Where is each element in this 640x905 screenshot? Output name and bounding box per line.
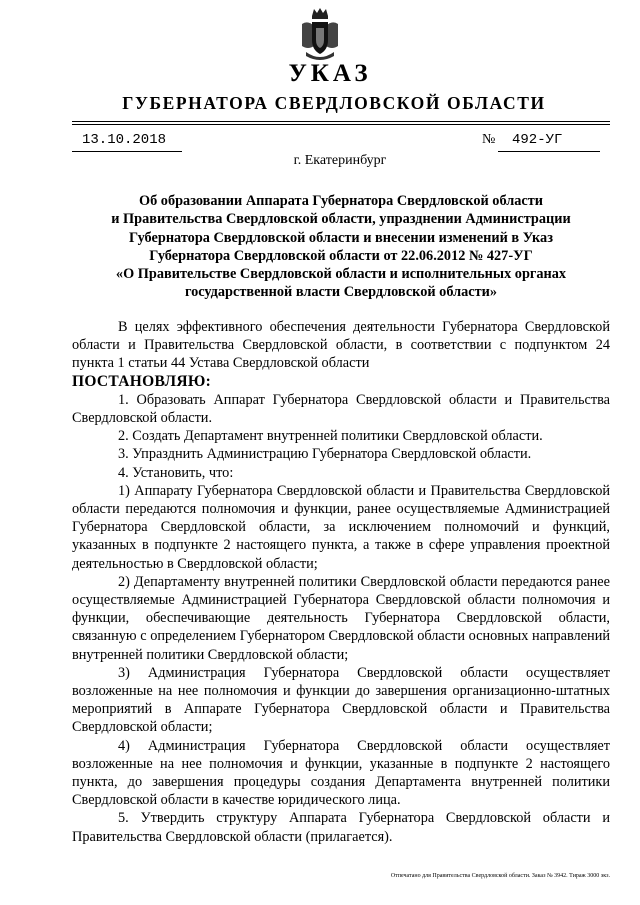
clause-3: 3. Упразднить Администрацию Губернатора Свердловской области.	[118, 446, 532, 463]
header-divider	[72, 121, 610, 122]
title-line: Губернатора Свердловской области и внесении изменений в Указ	[129, 229, 553, 246]
clause-4-1: 1) Аппарату Губернатора Свердловской области и Правительства Свердловской области передаются полномочия и функции, ранее осуществляемые Администрацией Губернатора Свердловской области, за исключением полномочий и функций, указанных в подпункте 2 настоящего пункта, а также в сфере управления проектной деятельностью в Свердловской области;	[72, 482, 610, 572]
title-line: Губернатора Свердловской области от 22.06.2012 № 427-УГ	[149, 247, 533, 264]
city: г. Екатеринбург	[293, 153, 387, 168]
title-line: государственной власти Свердловской области»	[184, 284, 498, 301]
decree-body	[72, 318, 610, 846]
clause-4-4: 4) Администрация Губернатора Свердловской области осуществляет возложенные на нее полномочия и функции, указанные в подпункте 2 настоящего пункта, до завершения процедуры создания Департамента внутренней политики Свердловской области в качестве юридического лица.	[72, 737, 610, 809]
clause-4-3: 3) Администрация Губернатора Свердловской области осуществляет возложенные на нее полномочия и функции до завершения организационно-штатных мероприятий в Аппарате Губернатора Свердловской области и Правительства Свердловской области;	[72, 664, 610, 736]
decree-word: ПОСТАНОВЛЯЮ:	[72, 372, 212, 390]
clause-4-2: 2) Департаменту внутренней политики Свердловской области передаются ранее осуществляемые Администрацией Губернатора Свердловской области полномочия и функции, обеспечивающие деятельность Губернатора Свердловской области, связанную с определением Губернатором Свердловской области основных направлений внутренней политики Свердловской области;	[72, 573, 610, 663]
decree-date: 13.10.2018	[82, 132, 167, 148]
coat-of-arms-emblem	[298, 6, 342, 62]
document-type: УКАЗ	[288, 60, 372, 87]
title-line: «О Правительстве Свердловской области и исполнительных органах	[115, 266, 567, 283]
title-line: Об образовании Аппарата Губернатора Свердловской области	[138, 193, 544, 209]
number-underline	[498, 151, 600, 152]
decree-title	[72, 192, 610, 302]
clause-5: 5. Утвердить структуру Аппарата Губернатора Свердловской области и Правительства Свердловской области (прилагается).	[72, 810, 610, 845]
clause-4: 4. Установить, что:	[118, 464, 234, 481]
print-footer: Отпечатано для Правительства Свердловской области. Заказ № 3942. Тираж 3000 экз.	[390, 873, 610, 879]
title-line: и Правительства Свердловской области, упразднении Администрации	[111, 211, 571, 228]
number-sign: №	[482, 132, 496, 147]
date-underline	[72, 151, 182, 152]
header-divider-thin	[72, 124, 610, 125]
clause-1: 1. Образовать Аппарат Губернатора Свердловской области и Правительства Свердловской области.	[72, 391, 610, 427]
issuer-title: ГУБЕРНАТОРА СВЕРДЛОВСКОЙ ОБЛАСТИ	[122, 93, 546, 113]
decree-number: 492-УГ	[512, 132, 563, 148]
preamble: В целях эффективного обеспечения деятельности Губернатора Свердловской области и Правительства Свердловской области, в соответствии с подпунктом 24 пункта 1 статьи 44 Устава Свердловской области	[72, 319, 610, 372]
clause-2: 2. Создать Департамент внутренней политики Свердловской области.	[118, 428, 543, 445]
